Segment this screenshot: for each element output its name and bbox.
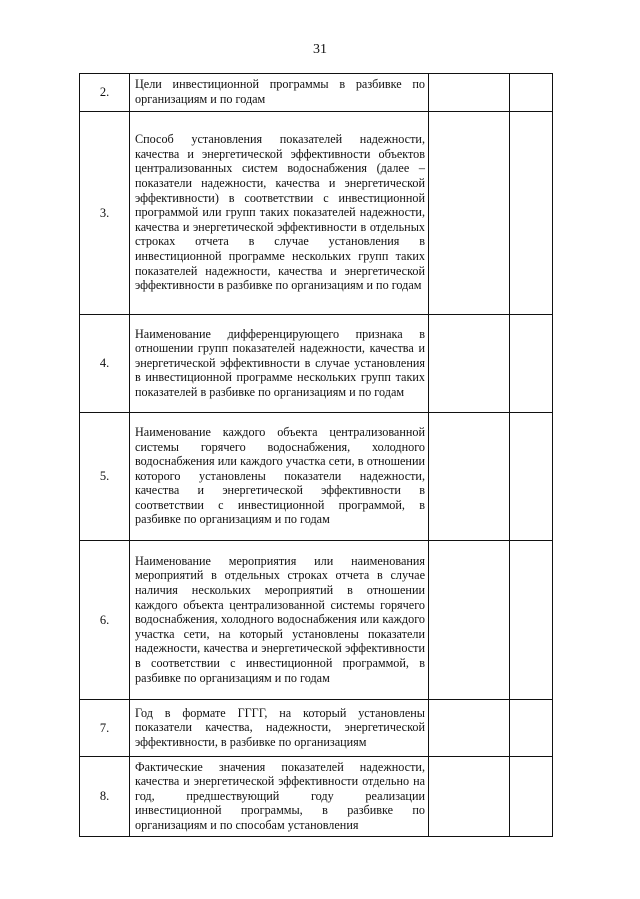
row-number: 4. [80, 315, 130, 413]
table-row [80, 700, 553, 757]
row-description: Наименование каждого объекта централизованной системы горячего водоснабжения, холодного водоснабжения или каждого участка сети, в отношении которого установлены показатели надежности, качества и энергетической эффективности в соответствии с инвестиционной программой, в разбивке по организациям и по годам [130, 413, 429, 541]
empty-cell [429, 413, 510, 541]
empty-cell [429, 757, 510, 837]
report-table [79, 73, 553, 837]
row-description: Год в формате ГГГГ, на который установлены показатели качества, надежности, энергетической эффективности, в разбивке по организациям [130, 700, 429, 757]
row-number: 2. [80, 74, 130, 112]
table-row [80, 315, 553, 413]
row-description: Цели инвестиционной программы в разбивке по организациям и по годам [130, 74, 429, 112]
page-number: 31 [313, 42, 327, 57]
empty-cell [429, 112, 510, 315]
row-description: Фактические значения показателей надежности, качества и энергетической эффективности отдельно на год, предшествующий году реализации инвестиционной программы, в разбивке по организациям и по способам установления [130, 757, 429, 837]
row-description: Наименование мероприятия или наименования мероприятий в отдельных строках отчета в случае наличия нескольких мероприятий в отношении каждого объекта централизованной системы горячего водоснабжения, холодного водоснабжения или каждого участка сети, на который установлены показатели надежности, качества и энергетической эффективности в соответствии с инвестиционной программой, в разбивке по организациям и по годам [130, 541, 429, 700]
table-row [80, 757, 553, 837]
empty-cell [429, 315, 510, 413]
empty-cell [510, 413, 553, 541]
row-description: Наименование дифференцирующего признака в отношении групп показателей надежности, качества и энергетической эффективности в случае установления в инвестиционной программе нескольких групп таких показателей в разбивке по организациям и по годам [130, 315, 429, 413]
empty-cell [429, 74, 510, 112]
row-number: 7. [80, 700, 130, 757]
empty-cell [510, 757, 553, 837]
row-number: 5. [80, 413, 130, 541]
row-number: 3. [80, 112, 130, 315]
table-row [80, 112, 553, 315]
empty-cell [429, 541, 510, 700]
table-row [80, 413, 553, 541]
empty-cell [510, 541, 553, 700]
row-number: 8. [80, 757, 130, 837]
empty-cell [510, 74, 553, 112]
empty-cell [429, 700, 510, 757]
empty-cell [510, 315, 553, 413]
table-row [80, 541, 553, 700]
row-description: Способ установления показателей надежности, качества и энергетической эффективности объектов централизованных систем водоснабжения (далее – показатели надежности, качества и энергетической эффективности) в соответствии с инвестиционной программой или групп таких показателей надежности, качества и энергетической эффективности в отдельных строках отчета в случае установления в инвестиционной программе нескольких групп таких показателей надежности, качества и энергетической эффективности в разбивке по организациям и по годам [130, 112, 429, 315]
empty-cell [510, 700, 553, 757]
table-row [80, 74, 553, 112]
row-number: 6. [80, 541, 130, 700]
empty-cell [510, 112, 553, 315]
